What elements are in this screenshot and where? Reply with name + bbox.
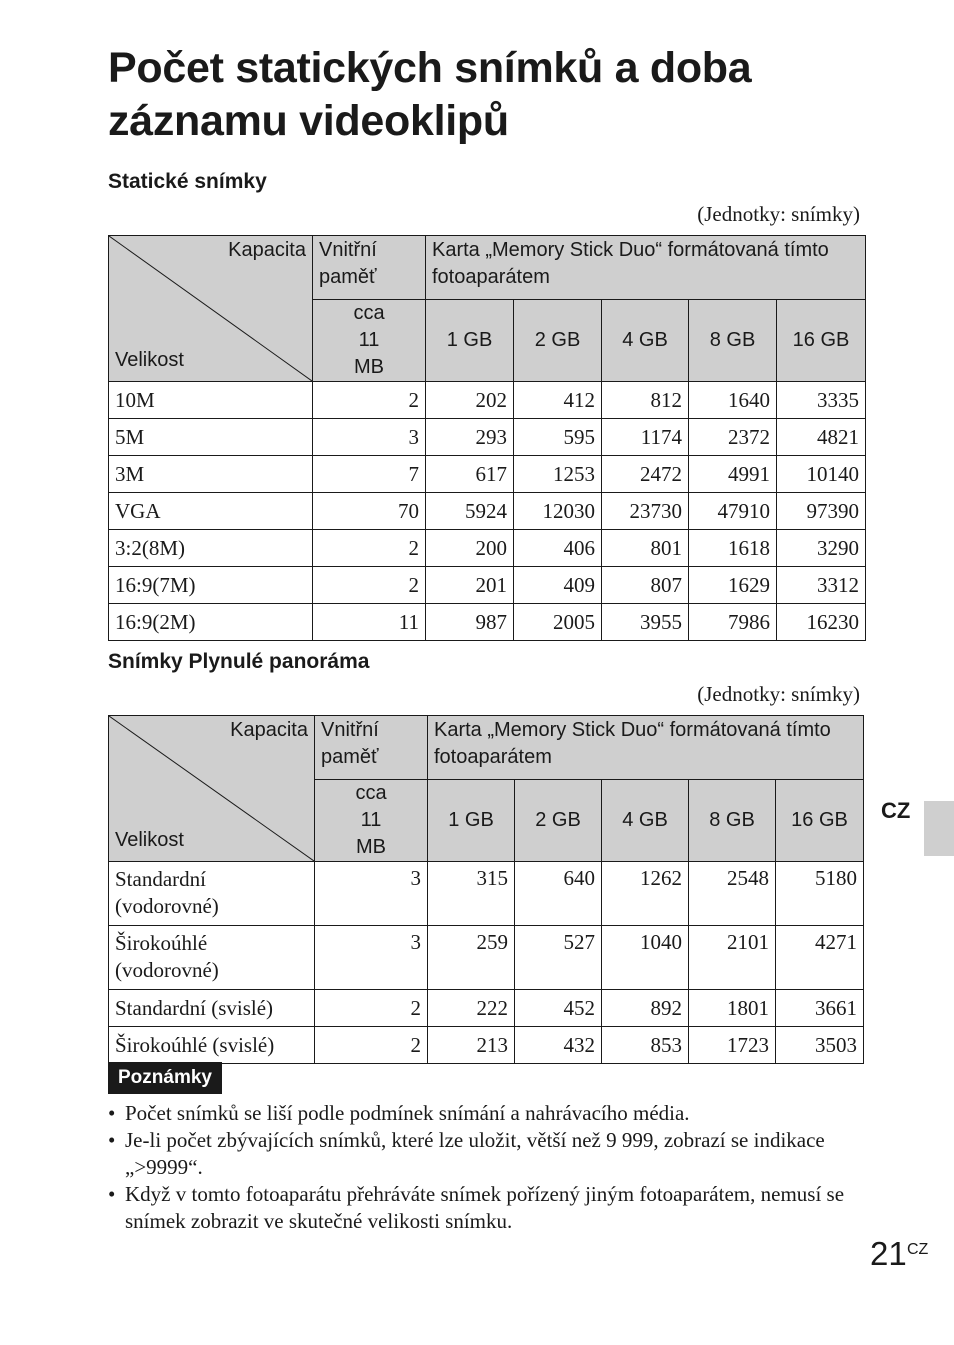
table-row	[109, 456, 866, 493]
table-cell: 5180	[776, 862, 864, 926]
table-cell: 202	[426, 382, 514, 419]
table-cell: 1629	[689, 567, 777, 604]
table-cell: 2472	[602, 456, 689, 493]
table-cell: 3661	[776, 990, 864, 1027]
note-item: • Počet snímků se liší podle podmínek snímání a nahrávacího média.	[108, 1100, 868, 1127]
table-cell: 70	[313, 493, 426, 530]
row-label: 16:9(7M)	[109, 567, 313, 604]
table-cell: 2101	[689, 926, 776, 990]
table-cell: 3955	[602, 604, 689, 641]
row-label: Širokoúhlé (vodorovné)	[109, 926, 315, 990]
column-header: 8 GB	[689, 300, 777, 382]
language-tab-marker	[924, 801, 954, 856]
table-cell: 640	[515, 862, 602, 926]
units-note: (Jednotky: snímky)	[697, 682, 860, 706]
header-internal-memory: Vnitřní paměť	[313, 236, 426, 300]
table-cell: 2372	[689, 419, 777, 456]
notes-heading: Poznámky	[108, 1062, 222, 1094]
table-cell: 406	[514, 530, 602, 567]
notes-list	[108, 1100, 868, 1235]
table-cell: 1040	[602, 926, 689, 990]
table-cell: 3	[313, 419, 426, 456]
page-number: 21	[870, 1235, 907, 1272]
table-row	[109, 382, 866, 419]
table-cell: 1174	[602, 419, 689, 456]
header-internal-memory: Vnitřní paměť	[315, 716, 428, 780]
row-label: Širokoúhlé (svislé)	[109, 1027, 315, 1064]
table-cell: 1618	[689, 530, 777, 567]
column-header: 4 GB	[602, 300, 689, 382]
table-cell: 200	[426, 530, 514, 567]
table-cell: 293	[426, 419, 514, 456]
table-cell: 222	[428, 990, 515, 1027]
table-cell: 97390	[777, 493, 866, 530]
table-cell: 2	[315, 990, 428, 1027]
table-cell: 812	[602, 382, 689, 419]
header-capacity: Kapacita	[228, 239, 306, 261]
row-label: 10M	[109, 382, 313, 419]
page-number-suffix: CZ	[907, 1241, 929, 1258]
note-item: • Je-li počet zbývajících snímků, které lze uložit, větší než 9 999, zobrazí se indikace „>9999“.	[108, 1127, 868, 1181]
column-header: 1 GB	[428, 780, 515, 862]
header-diagonal-cell	[109, 236, 313, 382]
still-images-table	[108, 235, 866, 641]
table-cell: 315	[428, 862, 515, 926]
table-row	[109, 419, 866, 456]
page-title: Počet statických snímků a doba záznamu videoklipů	[108, 44, 752, 145]
table-cell: 23730	[602, 493, 689, 530]
header-capacity: Kapacita	[230, 719, 308, 741]
table-cell: 3	[315, 926, 428, 990]
table-cell: 2	[313, 530, 426, 567]
table-cell: 2	[313, 567, 426, 604]
column-header: 2 GB	[515, 780, 602, 862]
table-cell: 807	[602, 567, 689, 604]
table-cell: 617	[426, 456, 514, 493]
table-cell: 1723	[689, 1027, 776, 1064]
table-row	[109, 567, 866, 604]
table-cell: 2	[313, 382, 426, 419]
table-row	[109, 1027, 864, 1064]
table-cell: 4821	[777, 419, 866, 456]
table-row	[109, 990, 864, 1027]
section-heading-panorama: Snímky Plynulé panoráma	[108, 650, 370, 673]
table-cell: 5924	[426, 493, 514, 530]
column-header: 16 GB	[776, 780, 864, 862]
note-item: • Když v tomto fotoaparátu přehráváte snímek pořízený jiným fotoaparátem, nemusí se snímek zobrazit ve skutečné velikosti snímku.	[108, 1181, 868, 1235]
table-cell: 3	[315, 862, 428, 926]
table-cell: 3312	[777, 567, 866, 604]
table-row	[109, 493, 866, 530]
table-cell: 853	[602, 1027, 689, 1064]
table-cell: 2005	[514, 604, 602, 641]
table-cell: 1253	[514, 456, 602, 493]
header-memory-stick: Karta „Memory Stick Duo“ formátovaná tímto fotoaparátem	[426, 236, 866, 300]
column-header: 16 GB	[777, 300, 866, 382]
table-cell: 452	[515, 990, 602, 1027]
table-cell: 3290	[777, 530, 866, 567]
column-header: 8 GB	[689, 780, 776, 862]
language-label: CZ	[881, 798, 911, 823]
table-cell: 213	[428, 1027, 515, 1064]
table-cell: 2548	[689, 862, 776, 926]
row-label: 16:9(2M)	[109, 604, 313, 641]
table-cell: 987	[426, 604, 514, 641]
units-note: (Jednotky: snímky)	[697, 202, 860, 226]
row-label: VGA	[109, 493, 313, 530]
row-label: 3M	[109, 456, 313, 493]
column-header: cca 11 MB	[313, 300, 426, 382]
table-cell: 3503	[776, 1027, 864, 1064]
column-header: cca 11 MB	[315, 780, 428, 862]
table-row	[109, 530, 866, 567]
row-label: 5M	[109, 419, 313, 456]
row-label: Standardní (vodorovné)	[109, 862, 315, 926]
table-row	[109, 926, 864, 990]
column-header: 4 GB	[602, 780, 689, 862]
table-cell: 201	[426, 567, 514, 604]
header-memory-stick: Karta „Memory Stick Duo“ formátovaná tímto fotoaparátem	[428, 716, 864, 780]
table-cell: 527	[515, 926, 602, 990]
table-cell: 1640	[689, 382, 777, 419]
table-cell: 1262	[602, 862, 689, 926]
table-cell: 892	[602, 990, 689, 1027]
table-cell: 259	[428, 926, 515, 990]
header-size: Velikost	[115, 349, 184, 371]
table-cell: 801	[602, 530, 689, 567]
table-cell: 10140	[777, 456, 866, 493]
table-row	[109, 862, 864, 926]
section-heading-still-images: Statické snímky	[108, 170, 267, 193]
table-cell: 412	[514, 382, 602, 419]
table-cell: 16230	[777, 604, 866, 641]
table-cell: 1801	[689, 990, 776, 1027]
table-cell: 47910	[689, 493, 777, 530]
panorama-table	[108, 715, 864, 1064]
table-cell: 4271	[776, 926, 864, 990]
table-cell: 4991	[689, 456, 777, 493]
table-cell: 409	[514, 567, 602, 604]
table-cell: 12030	[514, 493, 602, 530]
column-header: 1 GB	[426, 300, 514, 382]
table-cell: 432	[515, 1027, 602, 1064]
table-cell: 595	[514, 419, 602, 456]
column-header: 2 GB	[514, 300, 602, 382]
table-cell: 7	[313, 456, 426, 493]
table-cell: 2	[315, 1027, 428, 1064]
header-size: Velikost	[115, 829, 184, 851]
header-diagonal-cell	[109, 716, 315, 862]
table-row	[109, 604, 866, 641]
row-label: Standardní (svislé)	[109, 990, 315, 1027]
row-label: 3:2(8M)	[109, 530, 313, 567]
table-cell: 11	[313, 604, 426, 641]
table-cell: 7986	[689, 604, 777, 641]
table-cell: 3335	[777, 382, 866, 419]
